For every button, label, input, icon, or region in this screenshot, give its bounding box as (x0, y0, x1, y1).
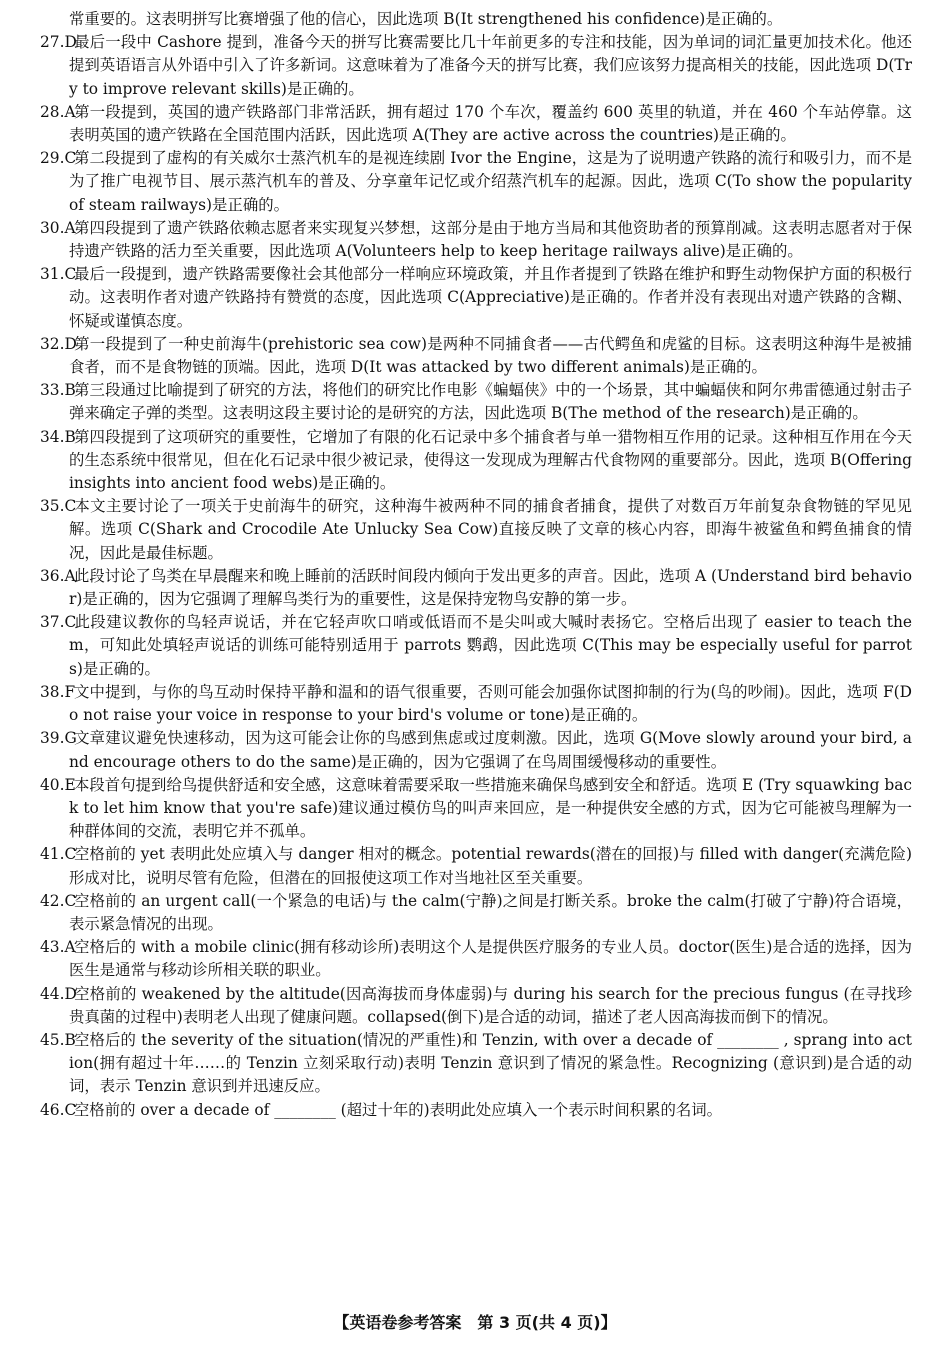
answer-key-page (40, 8, 912, 1122)
answer-explanation: 第三段通过比喻提到了研究的方法，将他们的研究比作电影《蝙蝠侠》中的一个场景，其中蝙蝠侠和阿尔弗雷德通过射击子弹来确定子弹的类型。这表明这段主要讨论的是研究的方法，因此选项 B(The method of the research)是正确的。 (69, 381, 912, 423)
question-number: 37.C (40, 613, 77, 632)
answer-explanation: 文中提到，与你的鸟互动时保持平静和温和的语气很重要，否则可能会加强你试图抑制的行为(鸟的吵闹)。因此，选项 F(Do not raise your voice in response to your bird's volume or tone)是正确的。 (69, 682, 912, 725)
question-number: 41.C (40, 845, 77, 864)
answer-explanation: 第四段提到了这项研究的重要性，它增加了有限的化石记录中多个捕食者与单一猎物相互作用的记录。这种相互作用在今天的生态系统中很常见，但在化石记录中很少被记录，使得这一发现成为理解古代食物网的重要部分。因此，选项 B(Offering insights into ancient food webs)是正确的。 (69, 427, 912, 493)
answer-explanation: 最后一段中 Cashore 提到，准备今天的拼写比赛需要比几十年前更多的专注和技能，因为单词的词汇量更加技术化。他还提到英语语言从外语中引入了许多新词。这意味着为了准备今天的拼写比赛，我们应该努力提高相关的技能，因此选项 D(Try to improve relevant skills)是正确的。 (69, 33, 912, 98)
question-number: 42.C (40, 891, 77, 910)
answer-entry (40, 217, 912, 263)
answer-explanation: 第二段提到了虚构的有关威尔士蒸汽机车的是视连续剧 Ivor the Engine，这是为了说明遗产铁路的流行和吸引力，而不是为了推广电视节目、展示蒸汽机车的普及、分享童年记忆或介绍蒸汽机车的起源。因此，选项 C(To show the popularity of steam railways)是正确的。 (69, 149, 912, 214)
question-number: 32.D (40, 334, 77, 353)
answer-explanation: 空格后的 with a mobile clinic(拥有移动诊所)表明这个人是提供医疗服务的专业人员。doctor(医生)是合适的选择，因为医生是通常与移动诊所相关联的职业。 (69, 938, 912, 980)
answer-entry (40, 263, 912, 333)
answer-explanation: 此段讨论了鸟类在早晨醒来和晚上睡前的活跃时间段内倾向于发出更多的声音。因此，选项 A (Understand bird behavior)是正确的，因为它强调了理解鸟类行为的重要性，这是保持宠物鸟安静的第一步。 (69, 566, 913, 609)
answer-entry (40, 1099, 912, 1122)
question-number: 43.A (40, 938, 76, 957)
answer-entry (40, 983, 912, 1029)
question-number: 33.B (40, 381, 76, 400)
answer-entry (40, 379, 912, 425)
question-number: 44.D (40, 984, 77, 1003)
question-number: 34.B (40, 427, 76, 446)
answer-entry (40, 101, 912, 147)
answer-explanation: 此段建议教你的鸟轻声说话，并在它轻声吹口哨或低语而不是尖叫或大喊时表扬它。空格后出现了 easier to teach them，可知此处填轻声说话的训练可能特别适用于 parrots 鹦鹉，因此选项 C(This may be especially useful for parrots)是正确的。 (69, 613, 912, 678)
question-number: 46.C (40, 1100, 77, 1119)
answer-explanation: 最后一段提到，遗产铁路需要像社会其他部分一样响应环境政策，并且作者提到了铁路在维护和野生动物保护方面的积极行动。这表明作者对遗产铁路持有赞赏的态度，因此选项 C(Appreciative)是正确的。作者并没有表现出对遗产铁路的含糊、怀疑或谨慎态度。 (69, 265, 912, 330)
answer-entry (40, 936, 912, 982)
answer-entry (40, 611, 912, 681)
answer-entry (40, 681, 912, 727)
question-number: 35.C (40, 497, 77, 516)
answer-explanation: 空格后的 the severity of the situation(情况的严重性)和 Tenzin, with over a decade of ________ , sprang into action(拥有超过十年……的 Tenzin 立刻采取行动)表明 Tenzin 意识到了情况的紧急性。Recognizing (意识到)是合适的动词，表示 Tenzin 意识到并迅速反应。 (69, 1030, 912, 1096)
answer-entry (40, 147, 912, 217)
question-number: 28.A (40, 102, 76, 121)
answer-explanation: 空格前的 over a decade of ________ (超过十年的)表明此处应填入一个表示时间积累的名词。 (73, 1100, 723, 1119)
answer-entry (40, 565, 912, 611)
answer-entry (40, 774, 912, 844)
answer-explanation: 第一段提到，英国的遗产铁路部门非常活跃，拥有超过 170 个车次，覆盖约 600 英里的轨道，并在 460 个车站停靠。这表明英国的遗产铁路在全国范围内活跃，因此选项 A(They are active across the countries)是正确的。 (69, 102, 912, 145)
answer-entry (40, 727, 912, 773)
answer-explanation: 本段首句提到给鸟提供舒适和安全感，这意味着需要采取一些措施来确保鸟感到安全和舒适。选项 E (Try squawking back to let him know that you're safe)建议通过模仿鸟的叫声来回应，是一种提供安全感的方式，因为它可能被鸟理解为一种群体间的交流，表明它并不孤单。 (69, 775, 912, 841)
answer-entry (40, 31, 912, 101)
question-number: 31.C (40, 265, 77, 284)
answer-entry (40, 333, 912, 379)
question-number: 30.A (40, 218, 76, 237)
answer-explanation: 第一段提到了一种史前海牛(prehistoric sea cow)是两种不同捕食者——古代鳄鱼和虎鲨的目标。这表明这种海牛是被捕食者，而不是食物链的顶端。因此，选项 D(It was attacked by two different animals)是正确的。 (69, 334, 912, 377)
question-number: 38.F (40, 682, 76, 701)
answer-explanation: 文章建议避免快速移动，因为这可能会让你的鸟感到焦虑或过度刺激。因此，选项 G(Move slowly around your bird, and encourage others to do the same)是正确的，因为它强调了在鸟周围缓慢移动的重要性。 (69, 729, 912, 771)
answer-entry (40, 890, 912, 936)
answer-list (40, 31, 912, 1122)
answer-entry (40, 1029, 912, 1099)
page-footer: 【英语卷参考答案 第 3 页(共 4 页)】 (333, 1313, 617, 1332)
answer-explanation: 空格前的 an urgent call(一个紧急的电话)与 the calm(宁静)之间是打断关系。broke the calm(打破了宁静)符合语境，表示紧急情况的出现。 (69, 891, 912, 933)
question-number: 36.A (40, 566, 76, 585)
answer-explanation: 空格前的 weakened by the altitude(因高海拔而身体虚弱)与 during his search for the precious fungus (在寻找珍贵真菌的过程中)表明老人出现了健康问题。collapsed(倒下)是合适的动词，描述了老人因高海拔而倒下的情况。 (69, 984, 912, 1026)
question-number: 39.G (40, 729, 77, 748)
answer-entry (40, 843, 912, 889)
question-number: 29.C (40, 149, 77, 168)
answer-explanation: 空格前的 yet 表明此处应填入与 danger 相对的概念。potential rewards(潜在的回报)与 filled with danger(充满危险)形成对比，说明尽管有危险，但潜在的回报使这项工作对当地社区至关重要。 (69, 845, 912, 887)
answer-explanation: 本文主要讨论了一项关于史前海牛的研究，这种海牛被两种不同的捕食者捕食，提供了对数百万年前复杂食物链的罕见见解。选项 C(Shark and Crocodile Ate Unlucky Sea Cow)直接反映了文章的核心内容，即海牛被鲨鱼和鳄鱼捕食的情况，因此是最佳标题。 (69, 497, 912, 562)
question-number: 40.E (40, 775, 76, 794)
answer-entry (40, 495, 912, 565)
question-number: 27.D (40, 33, 77, 52)
question-number: 45.B (40, 1030, 76, 1049)
answer-explanation: 第四段提到了遗产铁路依赖志愿者来实现复兴梦想，这部分是由于地方当局和其他资助者的预算削减。这表明志愿者对于保持遗产铁路的活力至关重要，因此选项 A(Volunteers help to keep heritage railways alive)是正确的。 (69, 218, 912, 261)
answer-entry (40, 426, 912, 496)
continued-explanation: 常重要的。这表明拼写比赛增强了他的信心，因此选项 B(It strengthened his confidence)是正确的。 (69, 10, 783, 28)
